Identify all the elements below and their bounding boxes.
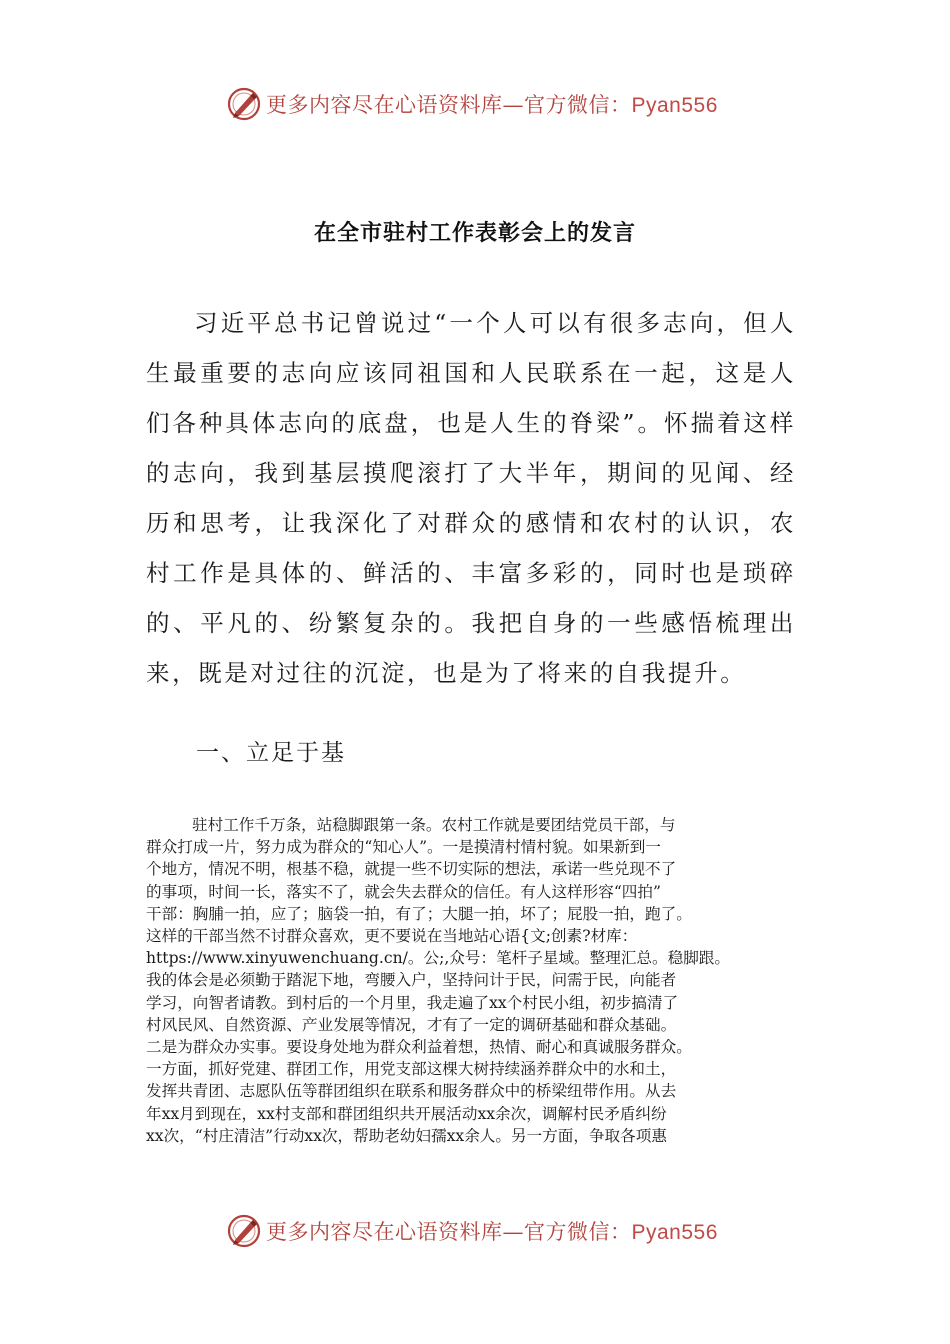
- body-line: 个地方，情况不明，根基不稳，就提一些不切实际的想法，承诺一些兑现不了: [146, 860, 677, 879]
- section-heading: 一、立足于基: [196, 740, 346, 766]
- body-line: 年xx月到现在，xx村支部和群团组织共开展活动xx余次，调解村民矛盾纠纷: [146, 1104, 667, 1123]
- document-title: 在全市驻村工作表彰会上的发言: [313, 221, 636, 246]
- body-line: 学习，向智者请教。到村后的一个月里，我走遍了xx个村民小组，初步搞清了: [146, 993, 679, 1012]
- body-line: 这样的干部当然不讨群众喜欢，更不要说在当地站心语{文;创素?材库：: [146, 927, 638, 946]
- watermark-text: 更多内容尽在心语资料库—官方微信：Pyan556: [266, 1220, 718, 1244]
- body-line: 村风民风、自然资源、产业发展等情况，才有了一定的调研基础和群众基础。: [146, 1015, 677, 1034]
- body-paragraph: [146, 814, 808, 1147]
- pen-nib-logo-icon: [226, 86, 262, 122]
- body-line: 群众打成一片，努力成为群众的“知心人”。一是摸清村情村貌。如果新到一: [146, 838, 661, 857]
- body-line: 发挥共青团、志愿队伍等群团组织在联系和服务群众中的桥梁纽带作用。从去: [146, 1082, 677, 1101]
- body-line: 我的体会是必须勤于踏泥下地，弯腰入户，坚持问计于民，问需于民，向能者: [146, 971, 677, 990]
- body-line: xx次，“村庄清洁”行动xx次，帮助老幼妇孺xx余人。另一方面，争取各项惠: [146, 1126, 667, 1145]
- body-line: https://www.xinyuwenchuang.cn/。公;,众号：笔杆子星域。整理汇总。稳脚跟。: [146, 949, 730, 968]
- intro-paragraph: 习近平总书记曾说过“一个人可以有很多志向，但人生最重要的志向应该同祖国和人民联系在一起，这是人们各种具体志向的底盘，也是人生的脊梁”。怀揣着这样的志向，我到基层摸爬滚打了大半年，期间的见闻、经历和思考，让我深化了对群众的感情和农村的认识，农村工作是具体的、鲜活的、丰富多彩的，同时也是琐碎的、平凡的、纷繁复杂的。我把自身的一些感悟梳理出来，既是对过往的沉淀，也是为了将来的自我提升。: [146, 309, 796, 687]
- body-line: 的事项，时间一长，落实不了，就会失去群众的信任。有人这样形容“四拍”: [146, 882, 661, 901]
- body-line: 驻村工作千万条，站稳脚跟第一条。农村工作就是要团结党员干部，与: [192, 816, 676, 834]
- body-line: 干部：胸脯一拍，应了；脑袋一拍，有了；大腿一拍，坏了；屁股一拍，跑了。: [146, 904, 692, 923]
- watermark-text: 更多内容尽在心语资料库—官方微信：Pyan556: [266, 93, 718, 117]
- body-line: 二是为群众办实事。要设身处地为群众利益着想，热情、耐心和真诚服务群众。: [146, 1038, 692, 1057]
- body-line: 一方面，抓好党建、群团工作，用党支部这棵大树持续涵养群众中的水和土，: [146, 1060, 677, 1079]
- watermark-banner-top: [226, 84, 746, 124]
- pen-nib-logo-icon: [226, 1213, 262, 1249]
- watermark-banner-bottom: [226, 1211, 746, 1251]
